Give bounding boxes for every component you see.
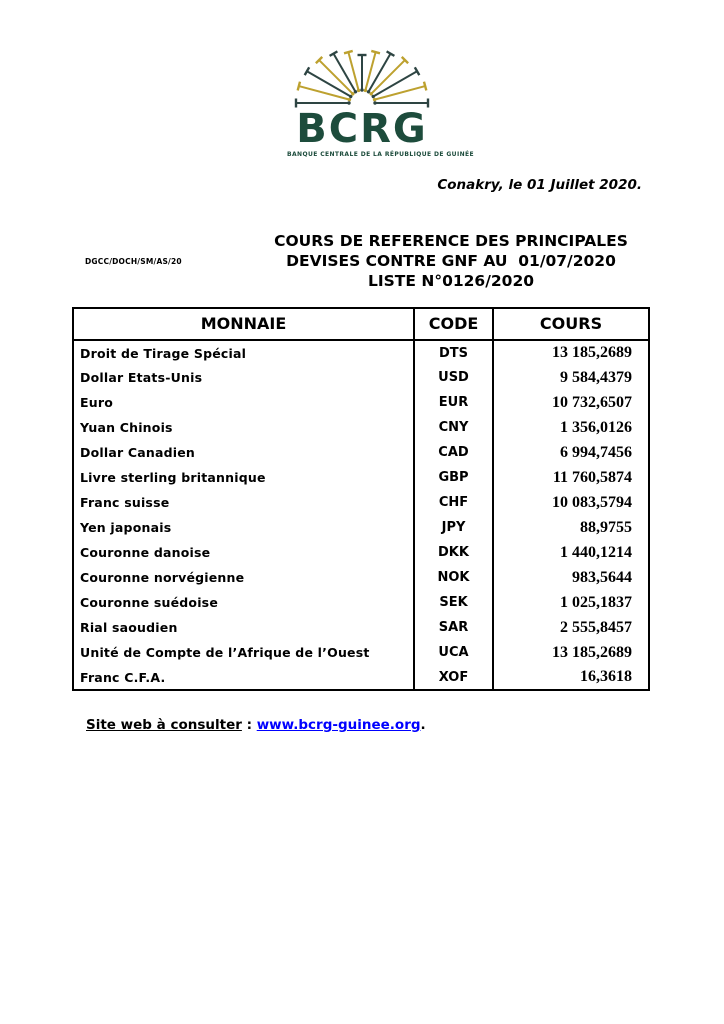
currency-code: SEK: [414, 590, 493, 615]
logo-caption: BANQUE CENTRALE DE LA RÉPUBLIQUE DE GUINÉE: [287, 151, 475, 158]
currency-code: CAD: [414, 440, 493, 465]
table-row: [73, 590, 649, 615]
table-row: [73, 515, 649, 540]
currency-name: Dollar Canadien: [73, 440, 414, 465]
currency-code: NOK: [414, 565, 493, 590]
table-row: [73, 665, 649, 690]
currency-rate: 6 994,7456: [493, 440, 649, 465]
website-link[interactable]: www.bcrg-guinee.org: [256, 717, 421, 733]
currency-name: Franc suisse: [73, 490, 414, 515]
currency-rate: 13 185,2689: [493, 340, 649, 365]
currency-rate: 11 760,5874: [493, 465, 649, 490]
currency-name: Livre sterling britannique: [73, 465, 414, 490]
currency-code: UCA: [414, 640, 493, 665]
currency-rate: 16,3618: [493, 665, 649, 690]
currency-rate: 88,9755: [493, 515, 649, 540]
currency-name: Couronne suédoise: [73, 590, 414, 615]
table-header-row: [73, 308, 649, 340]
website-separator: :: [241, 717, 257, 733]
currency-code: GBP: [414, 465, 493, 490]
currency-rate: 10 083,5794: [493, 490, 649, 515]
table-row: [73, 365, 649, 390]
date-line: Conakry, le 01 Juillet 2020.: [437, 177, 642, 193]
table-row: [73, 565, 649, 590]
bcrg-logo: [287, 46, 475, 158]
logo-rays-icon: [292, 46, 432, 108]
currency-rate: 983,5644: [493, 565, 649, 590]
currency-rate: 13 185,2689: [493, 640, 649, 665]
reference-code: DGCC/DOCH/SM/AS/20: [85, 257, 182, 266]
table-row: [73, 415, 649, 440]
website-line: [86, 717, 426, 733]
logo-acronym: BCRG: [296, 106, 428, 152]
currency-name: Euro: [73, 390, 414, 415]
website-label: Site web à consulter: [86, 717, 242, 733]
website-suffix: .: [420, 717, 426, 733]
currency-name: Yuan Chinois: [73, 415, 414, 440]
table-row: [73, 340, 649, 365]
currency-code: USD: [414, 365, 493, 390]
currency-name: Dollar Etats-Unis: [73, 365, 414, 390]
currency-name: Franc C.F.A.: [73, 665, 414, 690]
column-header-monnaie: MONNAIE: [73, 308, 414, 340]
currency-code: EUR: [414, 390, 493, 415]
table-row: [73, 490, 649, 515]
title-line-2: DEVISES CONTRE GNF AU 01/07/2020: [286, 252, 616, 270]
currency-rate: 1 440,1214: [493, 540, 649, 565]
column-header-cours: COURS: [493, 308, 649, 340]
currency-name: Droit de Tirage Spécial: [73, 340, 414, 365]
table-row: [73, 540, 649, 565]
currency-code: JPY: [414, 515, 493, 540]
currency-name: Couronne danoise: [73, 540, 414, 565]
currency-rate: 9 584,4379: [493, 365, 649, 390]
currency-rate: 1 356,0126: [493, 415, 649, 440]
title-line-1: COURS DE REFERENCE DES PRINCIPALES: [274, 232, 628, 250]
currency-code: DKK: [414, 540, 493, 565]
exchange-rates-table: [72, 307, 650, 691]
currency-code: SAR: [414, 615, 493, 640]
currency-rate: 10 732,6507: [493, 390, 649, 415]
table-row: [73, 390, 649, 415]
column-header-code: CODE: [414, 308, 493, 340]
document-title: [268, 231, 634, 291]
table-row: [73, 615, 649, 640]
currency-code: DTS: [414, 340, 493, 365]
currency-code: CHF: [414, 490, 493, 515]
currency-name: Rial saoudien: [73, 615, 414, 640]
currency-name: Yen japonais: [73, 515, 414, 540]
table-row: [73, 440, 649, 465]
currency-name: Unité de Compte de l’Afrique de l’Ouest: [73, 640, 414, 665]
currency-name: Couronne norvégienne: [73, 565, 414, 590]
currency-code: CNY: [414, 415, 493, 440]
currency-rate: 2 555,8457: [493, 615, 649, 640]
currency-code: XOF: [414, 665, 493, 690]
table-row: [73, 465, 649, 490]
currency-rate: 1 025,1837: [493, 590, 649, 615]
title-line-3: LISTE N°0126/2020: [367, 272, 535, 290]
table-row: [73, 640, 649, 665]
